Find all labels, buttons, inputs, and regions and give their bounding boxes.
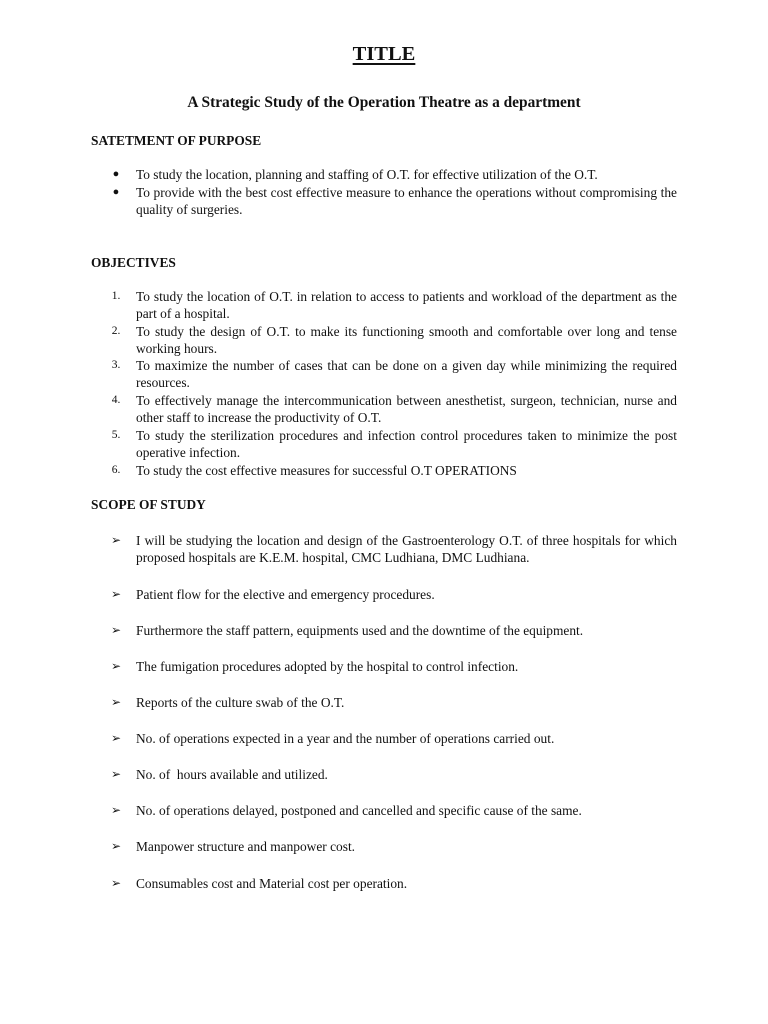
objective-text: To study the cost effective measures for successful O.T OPERATIONS — [136, 463, 517, 478]
scope-item-text: Manpower structure and manpower cost. — [136, 839, 356, 854]
arrow-bullet-icon: ➢ — [110, 695, 122, 709]
scope-item-text: No. of operations delayed, postponed and cancelled and specific cause of the same. — [136, 803, 582, 818]
objective-number: 6. — [111, 464, 121, 476]
scope-heading: SCOPE OF STUDY — [91, 497, 206, 512]
objective-number: 5. — [111, 429, 121, 441]
objective-number: 1. — [111, 290, 121, 302]
objective-text: To study the sterilization procedures and infection control procedures taken to minimize the post operative infection. — [136, 428, 677, 461]
purpose-item-text: To study the location, planning and staffing of O.T. for effective utilization of the O.T. — [136, 167, 598, 182]
scope-item-text: Consumables cost and Material cost per operation. — [136, 876, 408, 891]
bullet-icon: ● — [112, 186, 120, 198]
document-subtitle: A Strategic Study of the Operation Theatre as a department — [187, 94, 581, 111]
scope-item-text: No. of operations expected in a year and the number of operations carried out. — [136, 731, 555, 746]
objective-text: To study the design of O.T. to make its functioning smooth and comfortable over long and tense working hours. — [136, 324, 677, 357]
arrow-bullet-icon: ➢ — [110, 623, 122, 637]
arrow-bullet-icon: ➢ — [110, 803, 122, 817]
objective-number: 3. — [111, 359, 121, 371]
arrow-bullet-icon: ➢ — [110, 876, 122, 890]
objective-text: To maximize the number of cases that can be done on a given day while minimizing the required resources. — [136, 358, 677, 391]
document-title: TITLE — [352, 43, 416, 65]
scope-item-text: No. of hours available and utilized. — [136, 767, 328, 782]
arrow-bullet-icon: ➢ — [110, 767, 122, 781]
arrow-bullet-icon: ➢ — [110, 533, 122, 547]
objective-text: To study the location of O.T. in relation to access to patients and workload of the department as the part of a hospital. — [136, 289, 677, 322]
scope-item-text: Patient flow for the elective and emergency procedures. — [136, 587, 435, 602]
objective-number: 2. — [111, 325, 121, 337]
scope-item-text: I will be studying the location and design of the Gastroenterology O.T. of three hospitals for which proposed hospitals are K.E.M. hospital, CMC Ludhiana, DMC Ludhiana. — [136, 533, 677, 566]
arrow-bullet-icon: ➢ — [110, 839, 122, 853]
arrow-bullet-icon: ➢ — [110, 731, 122, 745]
arrow-bullet-icon: ➢ — [110, 587, 122, 601]
objective-number: 4. — [111, 394, 121, 406]
objective-text: To effectively manage the intercommunication between anesthetist, surgeon, technician, nurse and other staff to increase the productivity of O.T. — [136, 393, 677, 426]
purpose-heading: SATETMENT OF PURPOSE — [91, 133, 262, 148]
bullet-icon: ● — [112, 168, 120, 180]
scope-item-text: Reports of the culture swab of the O.T. — [136, 695, 345, 710]
purpose-item-text: To provide with the best cost effective measure to enhance the operations without compromising the quality of surgeries. — [136, 185, 677, 218]
objectives-heading: OBJECTIVES — [91, 255, 176, 270]
arrow-bullet-icon: ➢ — [110, 659, 122, 673]
scope-item-text: Furthermore the staff pattern, equipments used and the downtime of the equipment. — [136, 623, 584, 638]
scope-item-text: The fumigation procedures adopted by the hospital to control infection. — [136, 659, 519, 674]
